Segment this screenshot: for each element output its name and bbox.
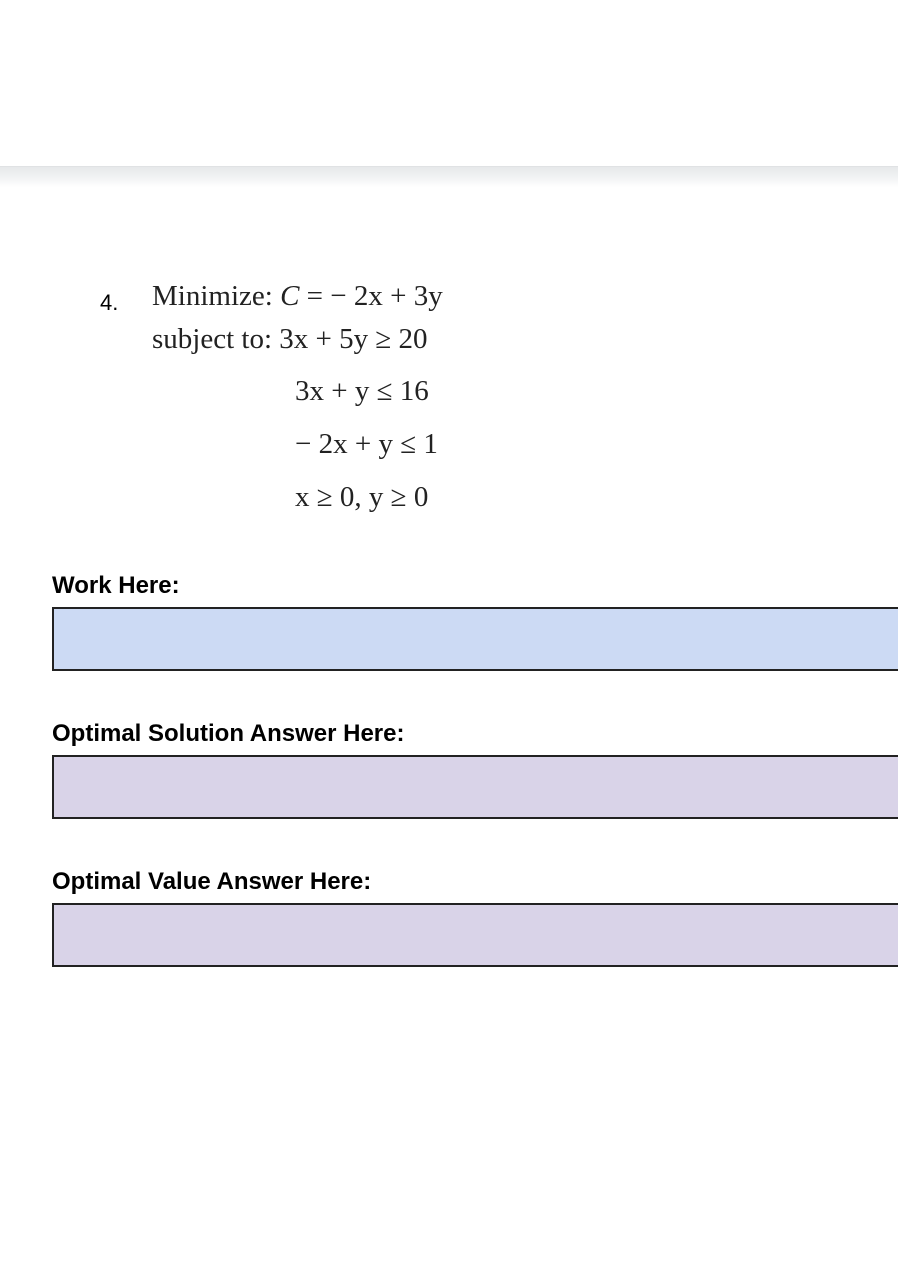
constraint-line-3 bbox=[295, 428, 438, 461]
solution-input-box[interactable] bbox=[52, 755, 898, 819]
objective-label: Minimize: bbox=[152, 280, 273, 312]
objective-variable: C bbox=[280, 280, 300, 312]
constraint-line-2 bbox=[295, 375, 429, 408]
subject-to-label: subject to: bbox=[152, 323, 273, 355]
constraint-2: 3x + y ≤ 16 bbox=[295, 375, 429, 407]
constraint-line-1 bbox=[152, 323, 428, 356]
value-input-box[interactable] bbox=[52, 903, 898, 967]
value-label: Optimal Value Answer Here: bbox=[52, 868, 372, 895]
constraint-4: x ≥ 0, y ≥ 0 bbox=[295, 481, 429, 513]
work-input-box[interactable] bbox=[52, 607, 898, 671]
objective-expression: = − 2x + 3y bbox=[299, 280, 443, 312]
problem-number: 4. bbox=[100, 290, 119, 315]
solution-label: Optimal Solution Answer Here: bbox=[52, 720, 405, 747]
page-break bbox=[0, 166, 898, 187]
objective-line bbox=[152, 280, 443, 313]
work-label: Work Here: bbox=[52, 572, 180, 599]
constraint-line-4 bbox=[295, 481, 428, 514]
constraint-1: 3x + 5y ≥ 20 bbox=[279, 323, 428, 355]
constraint-3: − 2x + y ≤ 1 bbox=[295, 428, 438, 460]
